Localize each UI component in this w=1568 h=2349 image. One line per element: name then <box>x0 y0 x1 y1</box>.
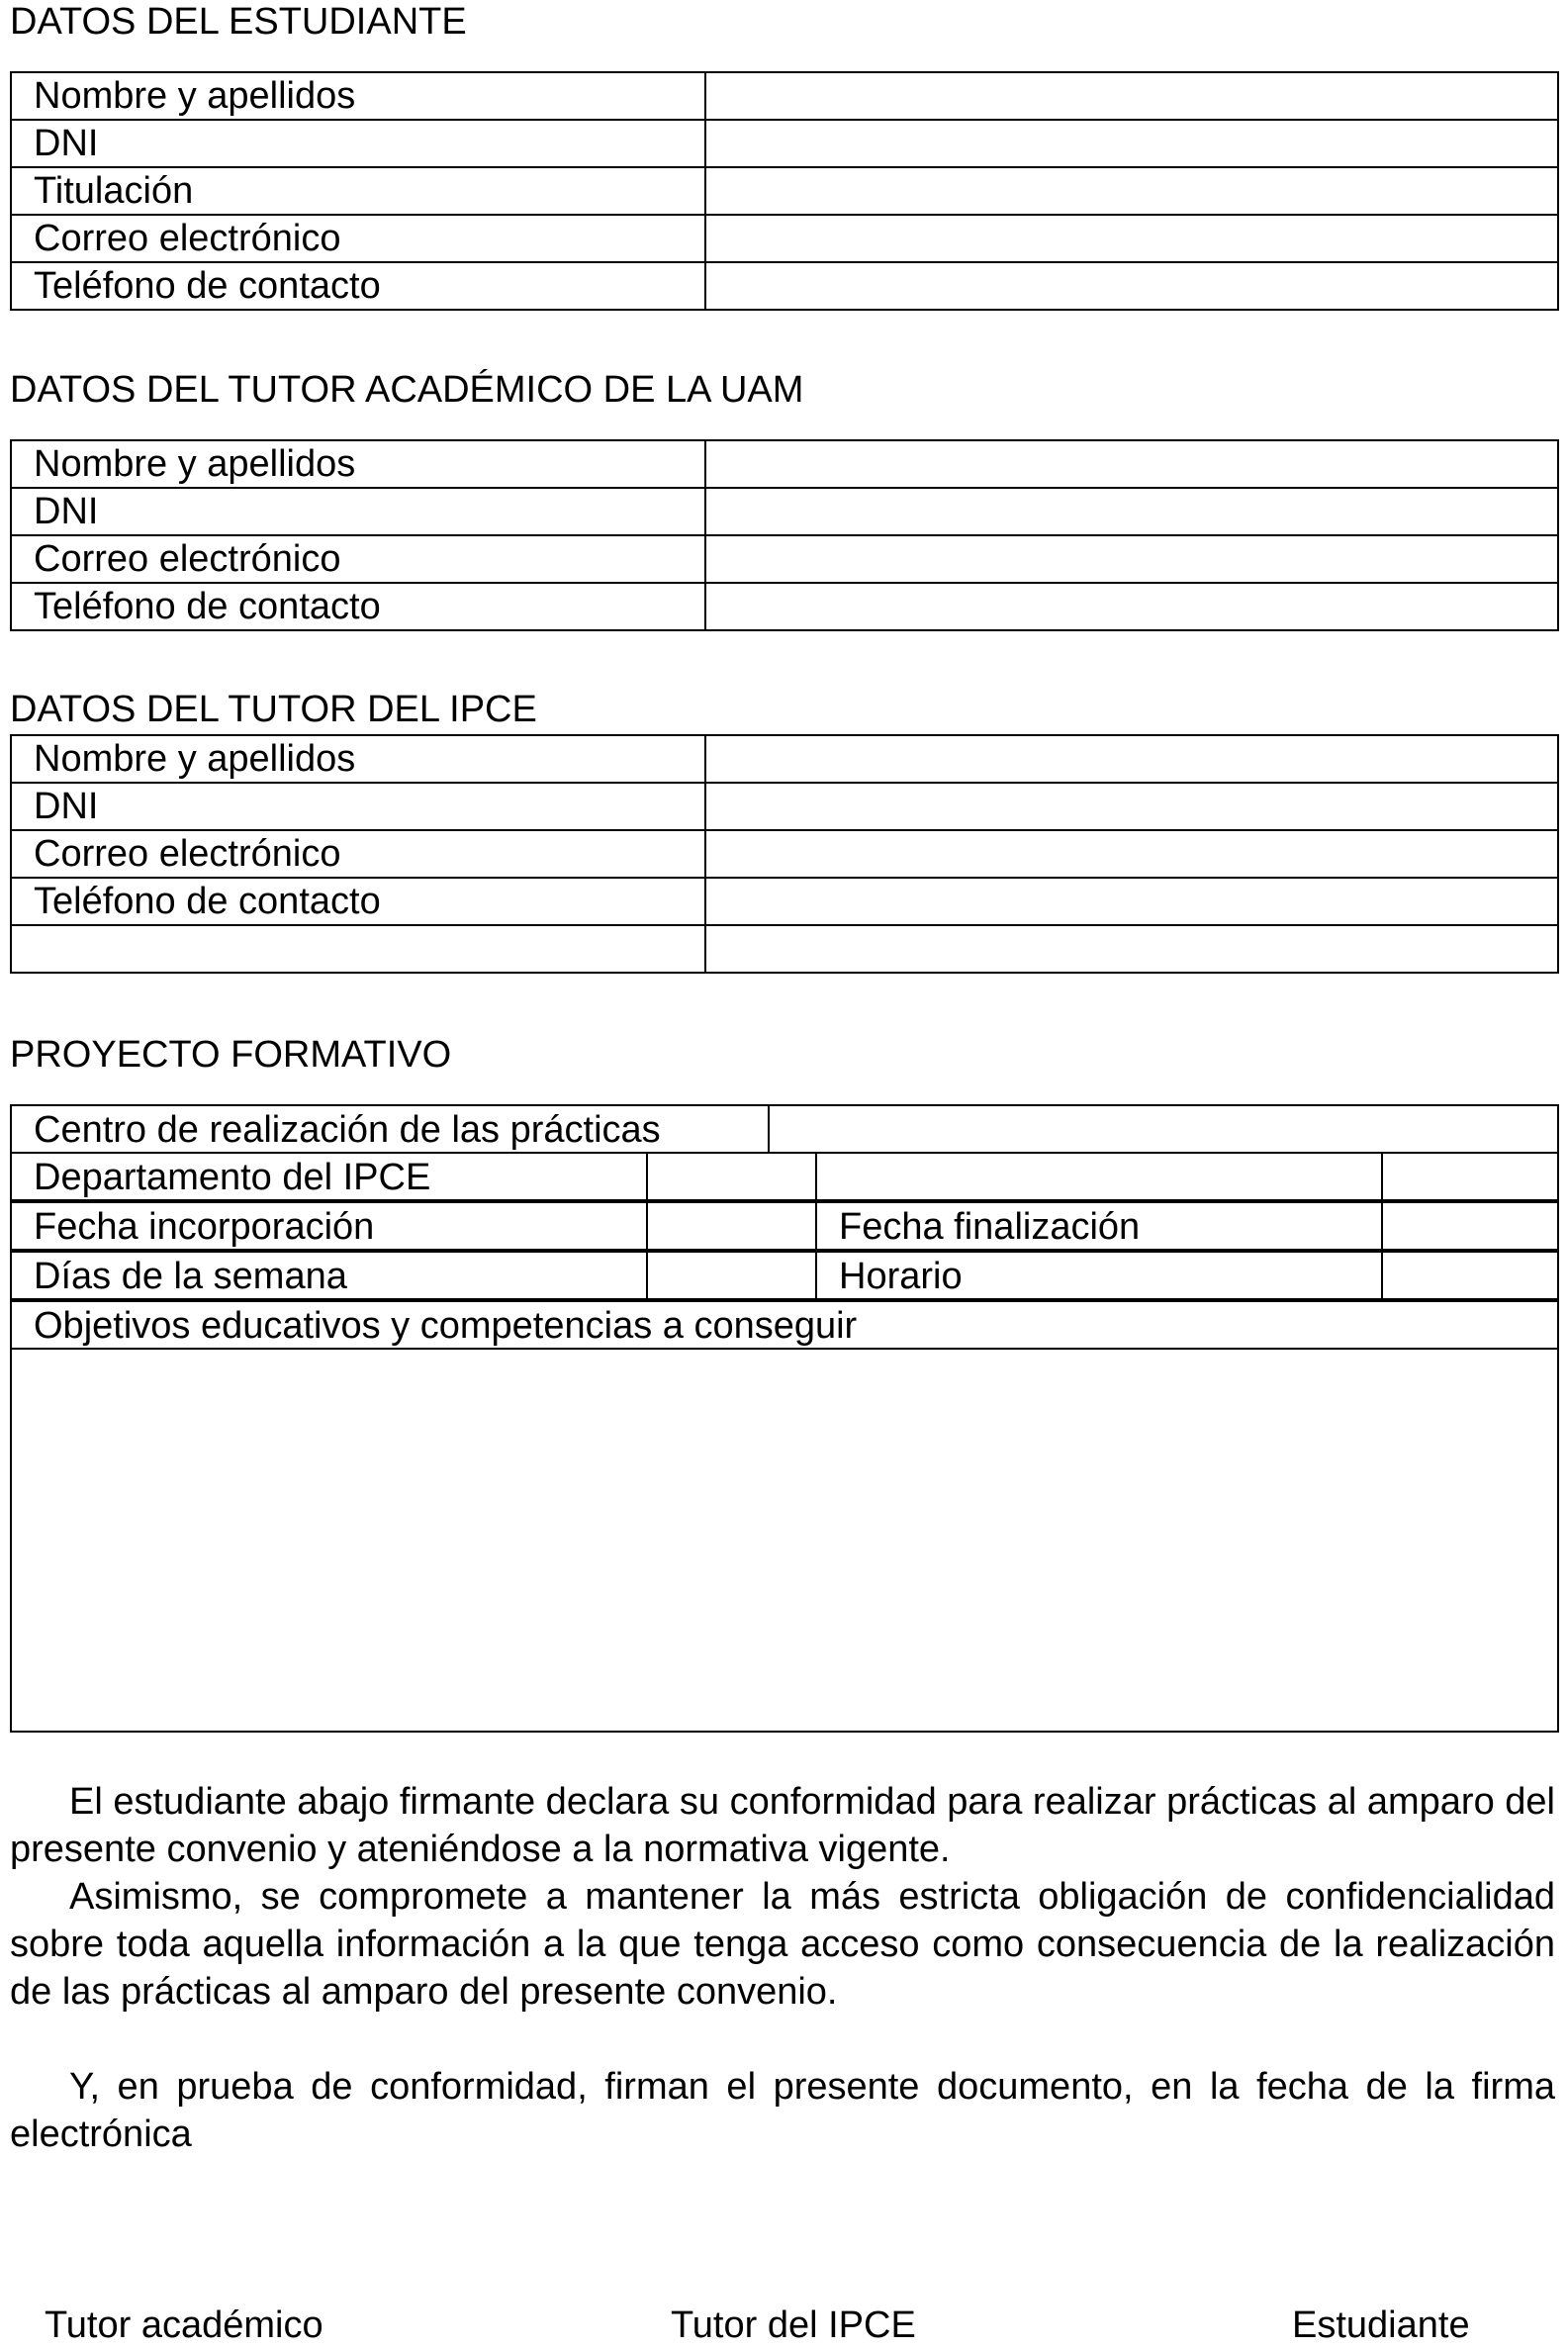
student-email-field[interactable] <box>705 215 1558 262</box>
project-start-date-field[interactable] <box>646 1201 817 1251</box>
student-dni-field[interactable] <box>705 120 1558 167</box>
project-department-field[interactable] <box>646 1152 817 1201</box>
project-department-field-2[interactable] <box>815 1152 1383 1201</box>
ipce-tutor-name-label: Nombre y apellidos <box>11 735 705 783</box>
ipce-tutor-dni-field[interactable] <box>705 783 1558 830</box>
project-days-label: Días de la semana <box>10 1251 648 1300</box>
project-department-field-3[interactable] <box>1381 1152 1559 1201</box>
project-schedule-field[interactable] <box>1381 1251 1559 1300</box>
uam-tutor-name-field[interactable] <box>705 440 1558 488</box>
student-email-label: Correo electrónico <box>11 215 705 262</box>
table-row <box>11 735 1558 783</box>
table-row <box>11 583 1558 630</box>
table-row <box>11 120 1558 167</box>
table-row <box>11 535 1558 583</box>
signature-ipce-tutor: Tutor del IPCE <box>671 2304 916 2346</box>
project-start-date-label: Fecha incorporación <box>10 1201 648 1251</box>
ipce-tutor-data-table <box>10 734 1559 974</box>
declaration-paragraph-3: Y, en prueba de conformidad, firman el presente documento, en la fecha de la firma electrónica <box>10 2066 1555 2155</box>
student-name-field[interactable] <box>705 72 1558 120</box>
project-objectives-label: Objetivos educativos y competencias a conseguir <box>10 1300 1559 1350</box>
table-row <box>11 783 1558 830</box>
table-row <box>11 262 1558 310</box>
project-center-field[interactable] <box>768 1104 1559 1154</box>
project-end-date-field[interactable] <box>1381 1201 1559 1251</box>
table-row <box>11 167 1558 215</box>
uam-tutor-dni-field[interactable] <box>705 488 1558 535</box>
project-schedule-label: Horario <box>815 1251 1383 1300</box>
ipce-tutor-extra-field[interactable] <box>705 925 1558 973</box>
ipce-tutor-phone-field[interactable] <box>705 878 1558 925</box>
uam-tutor-dni-label: DNI <box>11 488 705 535</box>
table-row <box>11 215 1558 262</box>
uam-tutor-phone-field[interactable] <box>705 583 1558 630</box>
student-name-label: Nombre y apellidos <box>11 72 705 120</box>
project-objectives-field[interactable] <box>10 1348 1559 1733</box>
project-section-heading: PROYECTO FORMATIVO <box>10 1034 452 1076</box>
uam-tutor-phone-label: Teléfono de contacto <box>11 583 705 630</box>
student-data-table <box>10 71 1559 311</box>
table-row <box>11 878 1558 925</box>
student-phone-field[interactable] <box>705 262 1558 310</box>
ipce-tutor-dni-label: DNI <box>11 783 705 830</box>
project-table <box>10 1104 1559 1734</box>
student-phone-label: Teléfono de contacto <box>11 262 705 310</box>
project-center-label: Centro de realización de las prácticas <box>10 1104 770 1154</box>
signature-student: Estudiante <box>1292 2304 1470 2346</box>
table-row <box>11 440 1558 488</box>
project-days-field[interactable] <box>646 1251 817 1300</box>
uam-tutor-email-label: Correo electrónico <box>11 535 705 583</box>
uam-tutor-data-table <box>10 439 1559 631</box>
uam-tutor-section-heading: DATOS DEL TUTOR ACADÉMICO DE LA UAM <box>10 369 804 411</box>
uam-tutor-email-field[interactable] <box>705 535 1558 583</box>
project-end-date-label: Fecha finalización <box>815 1201 1383 1251</box>
ipce-tutor-extra-label[interactable] <box>11 925 705 973</box>
project-department-label: Departamento del IPCE <box>10 1152 648 1201</box>
table-row <box>11 925 1558 973</box>
declaration-paragraph-1: El estudiante abajo firmante declara su conformidad para realizar prácticas al amparo del presente convenio y ateniéndose a la normativa vigente. <box>10 1781 1555 1870</box>
student-section-heading: DATOS DEL ESTUDIANTE <box>10 1 467 43</box>
signature-academic-tutor: Tutor académico <box>45 2304 323 2346</box>
table-row <box>11 830 1558 878</box>
student-dni-label: DNI <box>11 120 705 167</box>
table-row <box>11 488 1558 535</box>
student-degree-label: Titulación <box>11 167 705 215</box>
table-row <box>11 72 1558 120</box>
declaration-paragraph-2: Asimismo, se compromete a mantener la más estricta obligación de confidencialidad sobre toda aquella información a la que tenga acceso como consecuencia de la realización de las prácticas al amparo del presente convenio. <box>10 1876 1555 2013</box>
ipce-tutor-email-field[interactable] <box>705 830 1558 878</box>
ipce-tutor-name-field[interactable] <box>705 735 1558 783</box>
ipce-tutor-section-heading: DATOS DEL TUTOR DEL IPCE <box>10 689 537 730</box>
ipce-tutor-phone-label: Teléfono de contacto <box>11 878 705 925</box>
student-degree-field[interactable] <box>705 167 1558 215</box>
ipce-tutor-email-label: Correo electrónico <box>11 830 705 878</box>
uam-tutor-name-label: Nombre y apellidos <box>11 440 705 488</box>
